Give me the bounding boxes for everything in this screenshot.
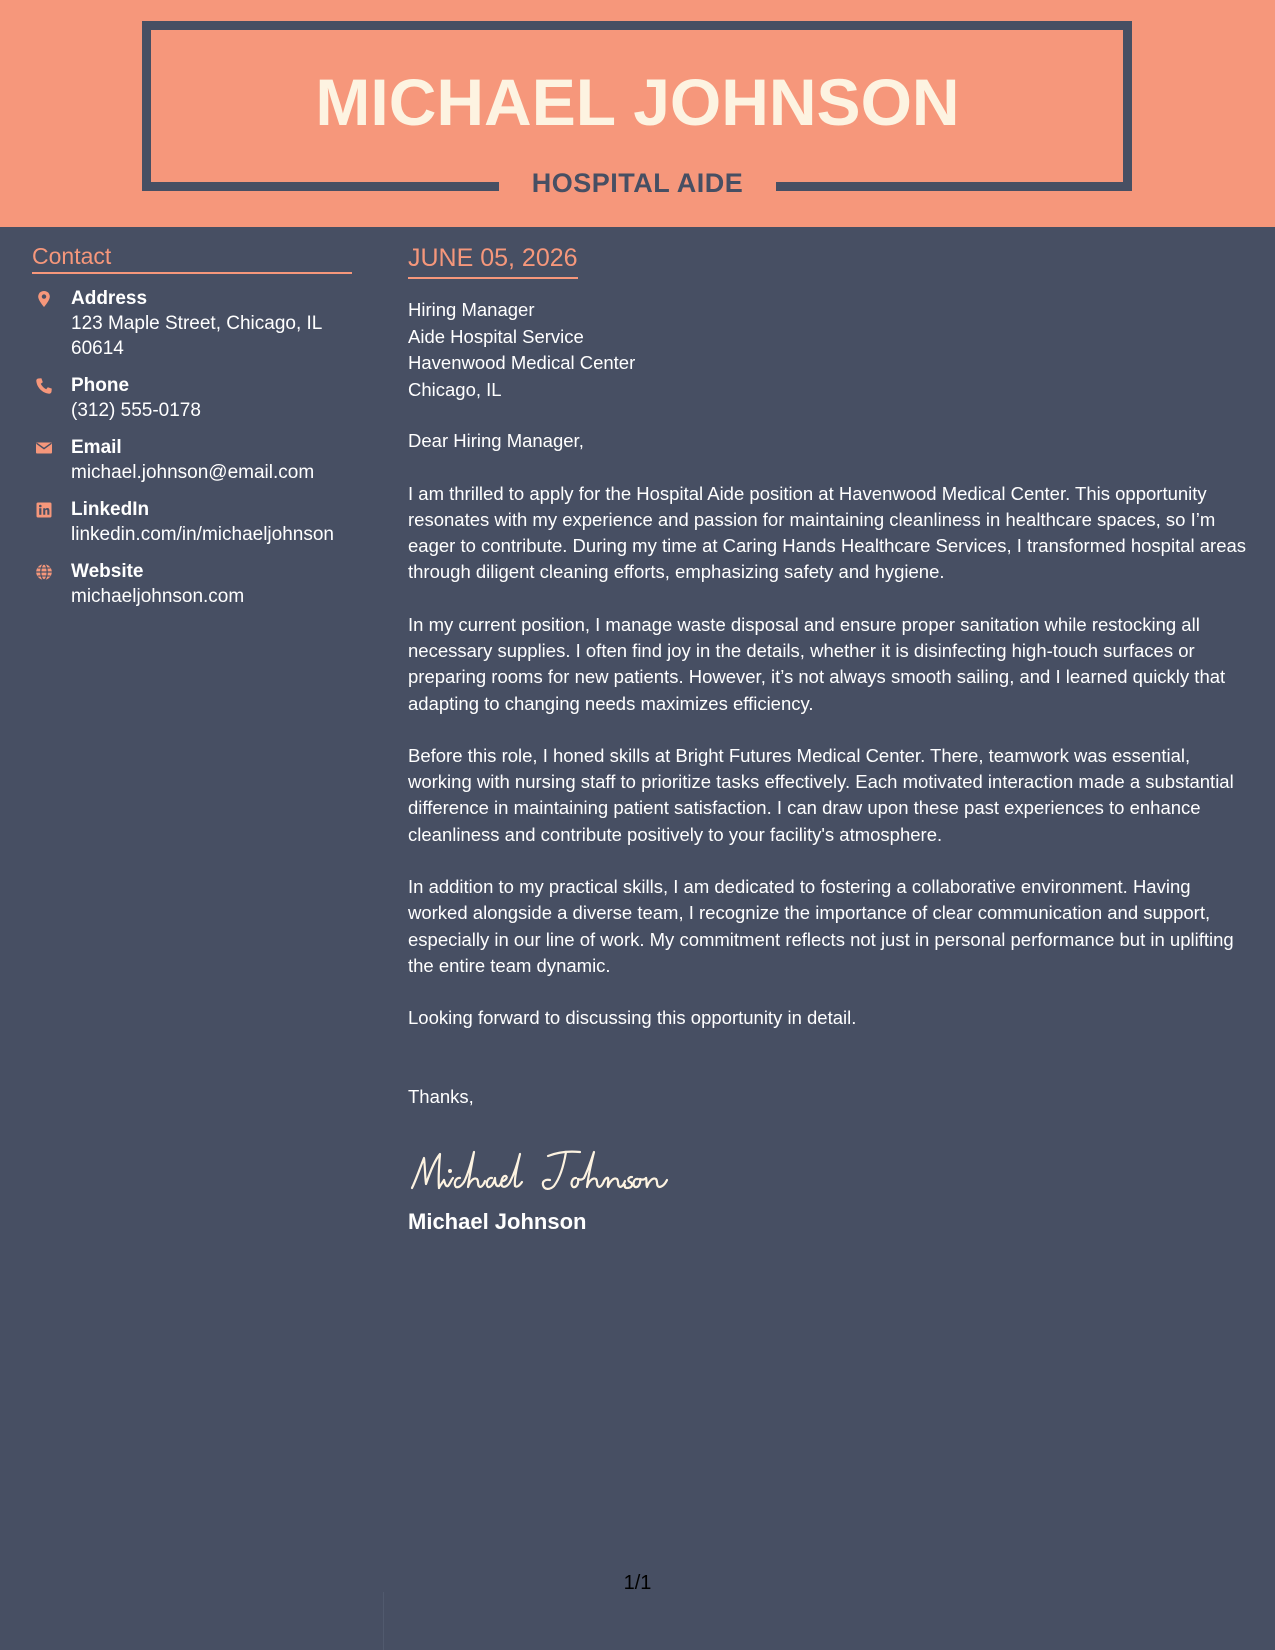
letter-paragraph: Before this role, I honed skills at Bright Futures Medical Center. There, teamwork was essential, working with nursing staff to prioritize tasks effectively. Each motivated interaction made a substantial difference in maintaining patient satisfaction. I can draw upon these past experiences to enhance cleanliness and contribute positively to your facility's atmosphere. [408, 744, 1234, 845]
website-value: michaeljohnson.com [71, 586, 245, 607]
contact-sidebar [32, 242, 352, 609]
recipient-line: Aide Hospital Service [408, 325, 584, 347]
applicant-name: MICHAEL JOHNSON [315, 65, 960, 139]
address-line-1: 123 Maple Street, Chicago, IL [71, 313, 323, 334]
letter-paragraph: In addition to my practical skills, I am dedicated to fostering a collaborative environment. Having worked alongside a diverse team, I recognize the importance of clear communication and support, especially in our line of work. My commitment reflects not just in personal performance but in uplifting the entire team dynamic. [408, 876, 1234, 976]
email-value: michael.johnson@email.com [71, 462, 315, 483]
job-title: HOSPITAL AIDE [531, 168, 744, 198]
letter-paragraph: I am thrilled to apply for the Hospital Aide position at Havenwood Medical Center. This opportunity resonates with my experience and passion for maintaining cleanliness in healthcare spaces, so I’m eager to contribute. During my time at Caring Hands Healthcare Services, I transformed hospital areas through diligent cleaning efforts, emphasizing safety and hygiene. [408, 482, 1247, 583]
salutation: Dear Hiring Manager, [408, 430, 584, 451]
phone-icon [35, 377, 53, 395]
letter-body [408, 242, 1248, 1236]
column-divider [383, 1592, 384, 1650]
phone-label: Phone [71, 375, 130, 396]
signer-name: Michael Johnson [408, 1208, 587, 1234]
linkedin-value: linkedin.com/in/michaeljohnson [71, 524, 334, 545]
recipient-line: Havenwood Medical Center [408, 352, 636, 373]
recipient-block [408, 297, 1248, 403]
envelope-icon [35, 439, 53, 457]
contact-item-linkedin [32, 498, 352, 547]
contact-heading: Contact [32, 242, 352, 274]
recipient-line: Chicago, IL [408, 378, 502, 400]
contact-item-website [32, 560, 352, 609]
email-label: Email [71, 437, 122, 458]
website-label: Website [71, 561, 144, 582]
handwritten-signature [408, 1140, 1248, 1196]
contact-item-phone [32, 374, 352, 423]
address-label: Address [71, 288, 148, 309]
closing: Thanks, [408, 1085, 474, 1107]
letter-date: JUNE 05, 2026 [408, 242, 578, 279]
map-pin-icon [35, 290, 53, 308]
linkedin-icon [35, 501, 53, 519]
signature-image [408, 1140, 678, 1196]
letter-paragraph: Looking forward to discussing this opportunity in detail. [408, 1007, 857, 1029]
letter-paragraph: In my current position, I manage waste disposal and ensure proper sanitation while restocking all necessary supplies. I often find joy in the details, whether it is disinfecting high-touch surfaces or preparing rooms for new patients. However, it’s not always smooth sailing, and I learned quickly that adapting to changing needs maximizes efficiency. [408, 613, 1226, 714]
job-title-box [499, 160, 776, 210]
address-line-2: 60614 [71, 338, 124, 359]
page-number: 1/1 [623, 1572, 652, 1594]
globe-icon [35, 563, 53, 581]
contact-item-address [32, 287, 352, 361]
phone-value: (312) 555-0178 [71, 400, 201, 421]
linkedin-label: LinkedIn [71, 499, 150, 520]
contact-item-email [32, 436, 352, 485]
header-banner [0, 0, 1275, 227]
recipient-line: Hiring Manager [408, 299, 535, 320]
